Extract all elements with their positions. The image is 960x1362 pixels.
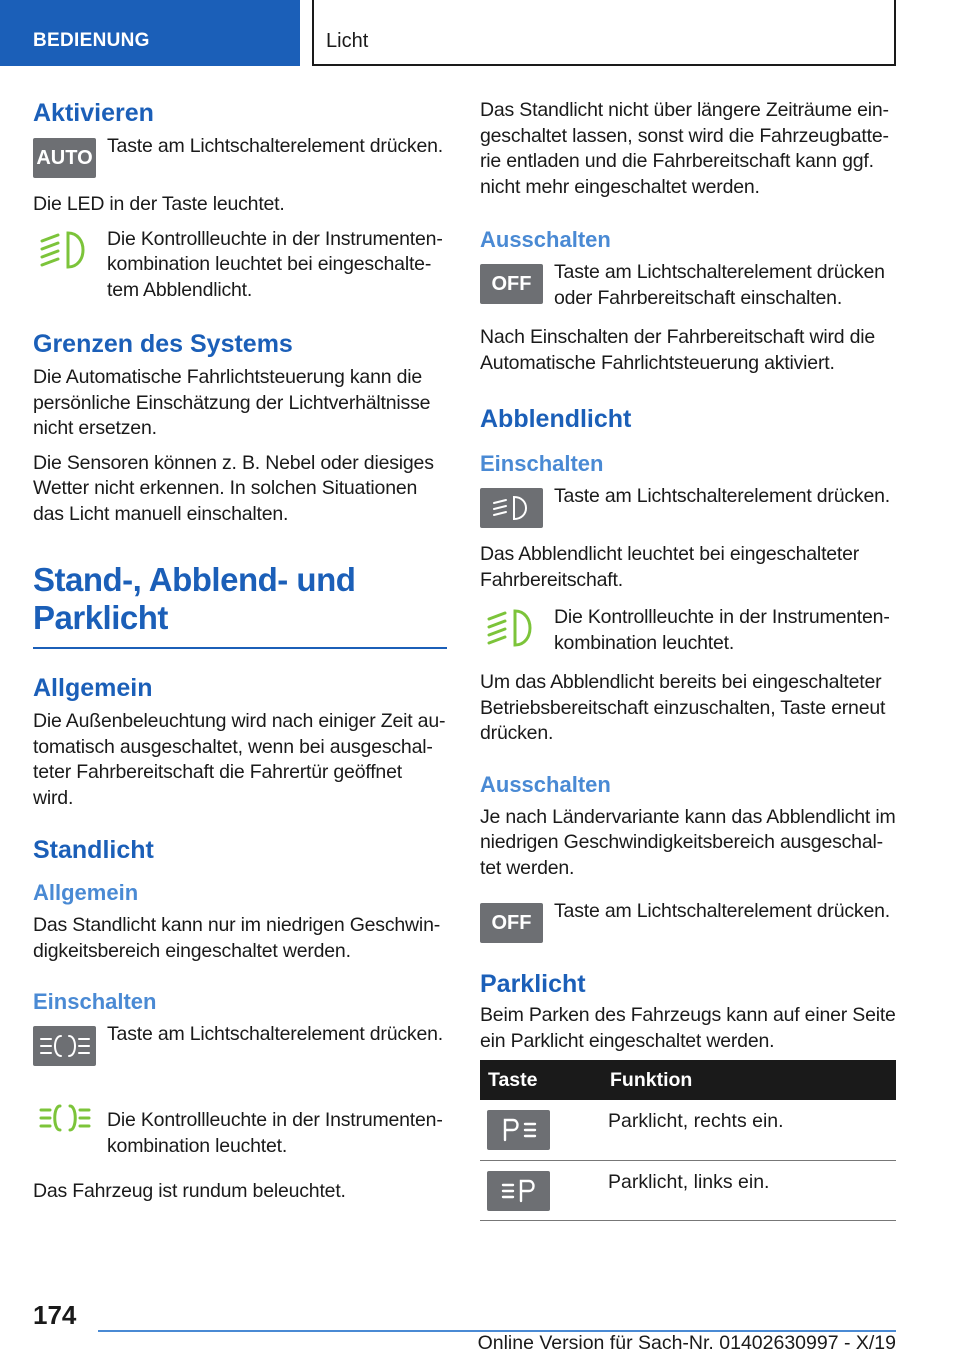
section-tab: BEDIENUNG (0, 0, 300, 66)
low-beam-key-icon (480, 488, 543, 528)
parking-light-indicator-icon (39, 1098, 91, 1138)
off-key-row (480, 260, 896, 311)
page-number: 174 (33, 1300, 77, 1330)
parking-right-function: Parklicht, rechts ein. (608, 1100, 896, 1160)
subheading-standlicht-einschalten: Einschalten (33, 989, 157, 1014)
allgemein-text: Die Außenbeleuchtung wird nach einiger Zeit automatisch ausgeschaltet, wenn bei ausgeschalteter Fahrbereitschaft die Fahrertür geöffnet wird. (33, 710, 446, 809)
auto-key-icon: AUTO (33, 138, 96, 178)
low-beam-indicator-text: Die Kontrollleuchte in der Instrumentenkombination leuchtet bei eingeschaltetem Abblendlicht. (107, 227, 443, 301)
subheading-ausschalten: Ausschalten (480, 227, 611, 252)
page-header (0, 0, 960, 66)
left-column (33, 98, 447, 1214)
rundum-text: Das Fahrzeug ist rundum beleuchtet. (33, 1180, 346, 1202)
parking-right-key-icon (487, 1110, 550, 1150)
low-beam-indicator-icon (38, 227, 92, 273)
low-beam-key-row (480, 484, 896, 528)
page-footer (0, 1290, 960, 1362)
parking-light-key-row (33, 1022, 447, 1066)
off-key-text: Taste am Lichtschalterelement drücken oder Fahrbereitschaft einschalten. (554, 261, 885, 309)
parklicht-text: Beim Parken des Fahrzeugs kann auf einer Seite ein Parklicht eingeschaltet werden. (480, 1004, 896, 1052)
table-header-funktion: Funktion (608, 1060, 896, 1100)
heading-allgemein: Allgemein (33, 674, 153, 702)
table-header-taste: Taste (480, 1060, 608, 1100)
grenzen-p1: Die Automatische Fahrlichtsteuerung kann die persönliche Einschätzung der Lichtverhältnisse nicht ersetzen. (33, 366, 431, 439)
heading-divider (33, 647, 447, 649)
heading-standlicht: Standlicht (33, 836, 154, 864)
parking-light-key-text: Taste am Lichtschalterelement drücken. (107, 1023, 443, 1045)
led-text: Die LED in der Taste leuchtet. (33, 193, 285, 215)
auto-key-text: Taste am Lichtschalterelement drücken. (107, 135, 443, 157)
off-key-icon: OFF (480, 264, 543, 304)
standlicht-warning: Das Standlicht nicht über längere Zeiträume eingeschaltet lassen, sonst wird die Fahrzeugbatterie entladen und die Fahrbereitschaft kann ggf. nicht mehr eingeschaltet werden. (480, 99, 889, 198)
parklicht-table (480, 1060, 896, 1221)
abblendlicht-off-key-row (480, 899, 896, 943)
subheading-abblendlicht-einschalten: Einschalten (480, 451, 604, 476)
auto-key-row (33, 134, 447, 178)
grenzen-p2: Die Sensoren können z. B. Nebel oder diesiges Wetter nicht erkennen. In solchen Situationen das Licht manuell einschalten. (33, 451, 434, 525)
heading-grenzen: Grenzen des Systems (33, 330, 293, 358)
footer-version-text: Online Version für Sach-Nr. 01402630997 - X/19 (477, 1332, 896, 1354)
main-heading: Stand-, Abblend- und Parklicht (33, 561, 356, 636)
abblendlicht-off-key-icon: OFF (480, 903, 543, 943)
standlicht-allgemein-text: Das Standlicht kann nur im niedrigen Geschwindigkeitsbereich eingeschaltet werden. (33, 914, 441, 962)
parking-light-indicator-text: Die Kontrollleuchte in der Instrumentenkombination leuchtet. (107, 1109, 443, 1157)
low-beam-key-text: Taste am Lichtschalterelement drücken. (554, 485, 890, 507)
abblendlicht-indicator-text: Die Kontrollleuchte in der Instrumentenkombination leuchtet. (554, 606, 890, 654)
right-column (480, 98, 896, 1221)
abblendlicht-p3: Je nach Ländervariante kann das Abblendlicht im niedrigen Geschwindigkeitsbereich ausgeschaltet werden. (480, 805, 896, 879)
parking-light-key-icon (33, 1026, 96, 1066)
heading-abblendlicht: Abblendlicht (480, 405, 632, 433)
table-row (480, 1160, 896, 1220)
parking-left-key-icon (487, 1171, 550, 1211)
subheading-abblendlicht-ausschalten: Ausschalten (480, 771, 611, 797)
abblendlicht-p2: Um das Abblendlicht bereits bei eingeschalteter Betriebsbereitschaft einzuschalten, Taste erneut drücken. (480, 671, 886, 744)
abblendlicht-off-text: Taste am Lichtschalterelement drücken. (554, 900, 890, 922)
heading-parklicht: Parklicht (480, 970, 586, 998)
low-beam-indicator-row (33, 227, 447, 304)
parking-light-indicator-row (33, 1086, 447, 1159)
heading-aktivieren: Aktivieren (33, 99, 154, 127)
subheading-standlicht-allgemein: Allgemein (33, 880, 139, 905)
abblendlicht-p1: Das Abblendlicht leuchtet bei eingeschalteter Fahrbereitschaft. (480, 543, 860, 591)
abblendlicht-indicator-icon (485, 605, 539, 651)
chapter-title: Licht (312, 0, 896, 66)
table-row (480, 1100, 896, 1160)
parking-left-function: Parklicht, links ein. (608, 1160, 896, 1220)
ausschalten-after-text: Nach Einschalten der Fahrbereitschaft wird die Automatische Fahrlichtsteuerung aktiviert. (480, 326, 876, 374)
abblendlicht-indicator-row (480, 605, 896, 656)
